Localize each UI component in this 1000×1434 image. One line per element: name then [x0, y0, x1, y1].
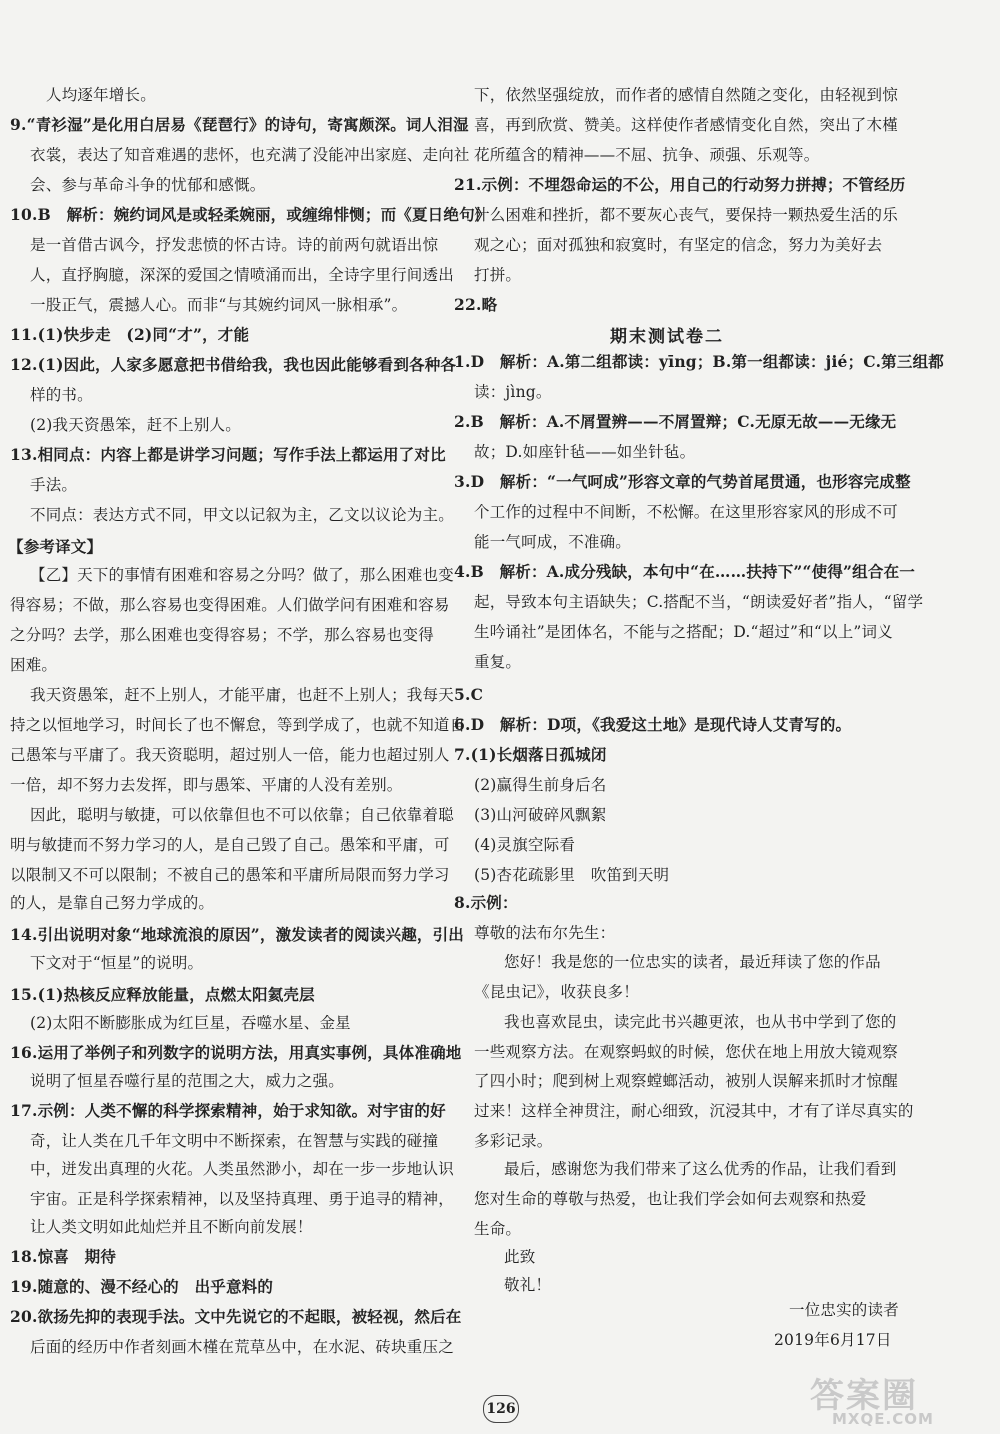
text-line: 重复。	[474, 653, 522, 671]
text-line: 10.B 解析：婉约词风是或轻柔婉丽，或缠绵悱恻；而《夏日绝句》	[10, 205, 491, 224]
text-line: 过来！这样全神贯注，耐心细致，沉浸其中，才有了详尽真实的	[474, 1102, 914, 1120]
text-line: 以限制又不可以限制；不被自己的愚笨和平庸所局限而努力学习	[10, 866, 450, 884]
text-line: 了四小时；爬到树上观察螳螂活动，被别人误解来抓时才惊醒	[474, 1072, 898, 1090]
text-line: 8.示例：	[454, 893, 518, 912]
text-line: 衣裳，表达了知音难遇的悲怀，也充满了没能冲出家庭、走向社	[30, 146, 470, 164]
text-line: (2)我天资愚笨，赶不上别人。	[30, 416, 241, 434]
text-line: 说明了恒星吞噬行星的范围之大，威力之强。	[30, 1072, 345, 1090]
text-line: 尊敬的法布尔先生：	[474, 924, 616, 942]
text-line: 18.惊喜 期待	[10, 1247, 117, 1266]
text-line: 13.相同点：内容上都是讲学习问题；写作手法上都运用了对比	[10, 445, 446, 464]
section-heading: 期末测试卷二	[610, 327, 724, 347]
text-line: 此致	[504, 1248, 536, 1266]
text-line: 7.(1)长烟落日孤城闭	[454, 745, 607, 764]
text-line: 我天资愚笨，赶不上别人，才能平庸，也赶不上别人；我每天	[30, 686, 454, 704]
text-line: 5.C	[454, 685, 484, 704]
text-line: 之分吗？去学，那么困难也变得容易；不学，那么容易也变得	[10, 626, 434, 644]
text-line: 观之心；面对孤独和寂寞时，有坚定的信念，努力为美好去	[474, 236, 883, 254]
text-line: 打拼。	[474, 266, 522, 284]
text-line: 人，直抒胸臆，深深的爱国之情喷涌而出，全诗字里行间透出	[30, 266, 454, 284]
text-line: 生吟诵社”是团体名，不能与之搭配；D.“超过”和“以上”词义	[474, 623, 893, 641]
text-line: 15.(1)热核反应释放能量，点燃太阳氦壳层	[10, 985, 315, 1004]
text-line: 持之以恒地学习，时间长了也不懈怠，等到学成了，也就不知道自	[10, 716, 466, 734]
text-line: 敬礼！	[504, 1276, 552, 1294]
text-line: 让人类文明如此灿烂并且不断向前发展！	[30, 1218, 313, 1236]
text-line: 一位忠实的读者	[789, 1301, 899, 1319]
text-line: 后面的经历中作者刻画木槿在荒草丛中，在水泥、砖块重压之	[30, 1338, 454, 1356]
text-line: 中，迸发出真理的火花。人类虽然渺小，却在一步一步地认识	[30, 1160, 454, 1178]
text-line: 19.随意的、漫不经心的 出乎意料的	[10, 1277, 274, 1296]
text-line: 9.“青衫湿”是化用白居易《琵琶行》的诗句，寄寓颇深。词人泪湿	[10, 115, 469, 134]
text-line: 您好！我是您的一位忠实的读者，最近拜读了您的作品	[504, 953, 881, 971]
text-line: 得容易；不做，那么容易也变得困难。人们做学问有困难和容易	[10, 596, 450, 614]
text-line: 《昆虫记》，收获良多！	[474, 983, 639, 1001]
text-line: 不同点：表达方式不同，甲文以记叙为主，乙文以议论为主。	[30, 506, 454, 524]
text-line: 下文对于“恒星”的说明。	[30, 954, 204, 972]
watermark-text: 答案圈	[810, 1376, 918, 1416]
text-line: (3)山河破碎风飘絮	[474, 806, 607, 824]
text-line: 一倍，却不努力去发挥，即与愚笨、平庸的人没有差别。	[10, 776, 403, 794]
text-line: 1.D 解析：A.第二组都读：yīng；B.第一组都读：jié；C.第三组都	[454, 352, 944, 371]
text-line: 起，导致本句主语缺失；C.搭配不当，“朗读爱好者”指人，“留学	[474, 593, 924, 611]
text-line: 11.(1)快步走 (2)同“才”，才能	[10, 325, 250, 344]
text-line: (5)杏花疏影里 吹笛到天明	[474, 866, 670, 884]
text-line: 6.D 解析：D项，《我爱这土地》是现代诗人艾青写的。	[454, 715, 852, 734]
text-line: 的人，是靠自己努力学成的。	[10, 894, 215, 912]
text-line: 明与敏捷而不努力学习的人，是自己毁了自己。愚笨和平庸，可	[10, 836, 450, 854]
text-line: (2)赢得生前身后名	[474, 776, 607, 794]
watermark-url: MXQE.COM	[832, 1410, 934, 1428]
text-line: 会、参与革命斗争的忧郁和感慨。	[30, 176, 266, 194]
text-line: 2019年6月17日	[774, 1331, 892, 1349]
text-line: 17.示例：人类不懈的科学探索精神，始于求知欲。对宇宙的好	[10, 1101, 446, 1120]
text-line: (4)灵旗空际看	[474, 836, 576, 854]
text-line: 16.运用了举例子和列数字的说明方法，用真实事例，具体准确地	[10, 1043, 462, 1062]
text-line: 您对生命的尊敬与热爱，也让我们学会如何去观察和热爱	[474, 1190, 867, 1208]
text-line: 最后，感谢您为我们带来了这么优秀的作品，让我们看到	[504, 1160, 897, 1178]
text-line: 什么困难和挫折，都不要灰心丧气，要保持一颗热爱生活的乐	[474, 206, 898, 224]
watermark-logo	[810, 1368, 995, 1428]
text-line: 奇，让人类在几千年文明中不断探索，在智慧与实践的碰撞	[30, 1132, 439, 1150]
text-line: 手法。	[30, 476, 78, 494]
text-line: 多彩记录。	[474, 1132, 553, 1150]
text-line: 困难。	[10, 656, 58, 674]
text-line: 个工作的过程中不间断，不松懈。在这里形容家风的形成不可	[474, 503, 898, 521]
text-line: (2)太阳不断膨胀成为红巨星，吞噬水星、金星	[30, 1014, 351, 1032]
text-line: 21.示例：不埋怨命运的不公，用自己的行动努力拼搏；不管经历	[454, 175, 906, 194]
text-line: 生命。	[474, 1220, 522, 1238]
text-line: 样的书。	[30, 386, 93, 404]
text-line: 【参考译文】	[8, 537, 103, 556]
page-number: 126	[483, 1395, 519, 1423]
text-line: 4.B 解析：A.成分残缺，本句中“在……扶持下”“使得”组合在一	[454, 562, 915, 581]
text-line: 【乙】天下的事情有困难和容易之分吗？做了，那么困难也变	[30, 566, 454, 584]
text-line: 是一首借古讽今，抒发悲愤的怀古诗。诗的前两句就语出惊	[30, 236, 439, 254]
text-line: 己愚笨与平庸了。我天资聪明，超过别人一倍，能力也超过别人	[10, 746, 450, 764]
text-line: 我也喜欢昆虫，读完此书兴趣更浓，也从书中学到了您的	[504, 1013, 897, 1031]
text-line: 3.D 解析：“一气呵成”形容文章的气势首尾贯通，也形容完成整	[454, 472, 911, 491]
text-line: 读：jìng。	[474, 383, 552, 401]
text-line: 喜，再到欣赏、赞美。这样使作者感情变化自然，突出了木槿	[474, 116, 898, 134]
text-line: 22.略	[454, 295, 498, 314]
text-line: 花所蕴含的精神——不屈、抗争、顽强、乐观等。	[474, 146, 820, 164]
text-line: 20.欲扬先抑的表现手法。文中先说它的不起眼，被轻视，然后在	[10, 1307, 462, 1326]
text-line: 因此，聪明与敏捷，可以依靠但也不可以依靠；自己依靠着聪	[30, 806, 454, 824]
text-line: 2.B 解析：A.不屑置辨——不屑置辩；C.无原无故——无缘无	[454, 412, 897, 431]
text-line: 下，依然坚强绽放，而作者的感情自然随之变化，由轻视到惊	[474, 86, 898, 104]
text-line: 一股正气，震撼人心。而非“与其婉约词风一脉相承”。	[30, 296, 408, 314]
text-line: 故；D.如座针毡——如坐针毡。	[474, 443, 696, 461]
text-line: 人均逐年增长。	[46, 86, 156, 104]
text-line: 宇宙。正是科学探索精神，以及坚持真理、勇于追寻的精神，	[30, 1190, 454, 1208]
text-line: 12.(1)因此，人家多愿意把书借给我，我也因此能够看到各种各	[10, 355, 457, 374]
text-line: 一些观察方法。在观察蚂蚁的时候，您伏在地上用放大镜观察	[474, 1043, 898, 1061]
text-line: 能一气呵成，不准确。	[474, 533, 632, 551]
text-line: 14.引出说明对象“地球流浪的原因”，激发读者的阅读兴趣，引出	[10, 925, 464, 944]
